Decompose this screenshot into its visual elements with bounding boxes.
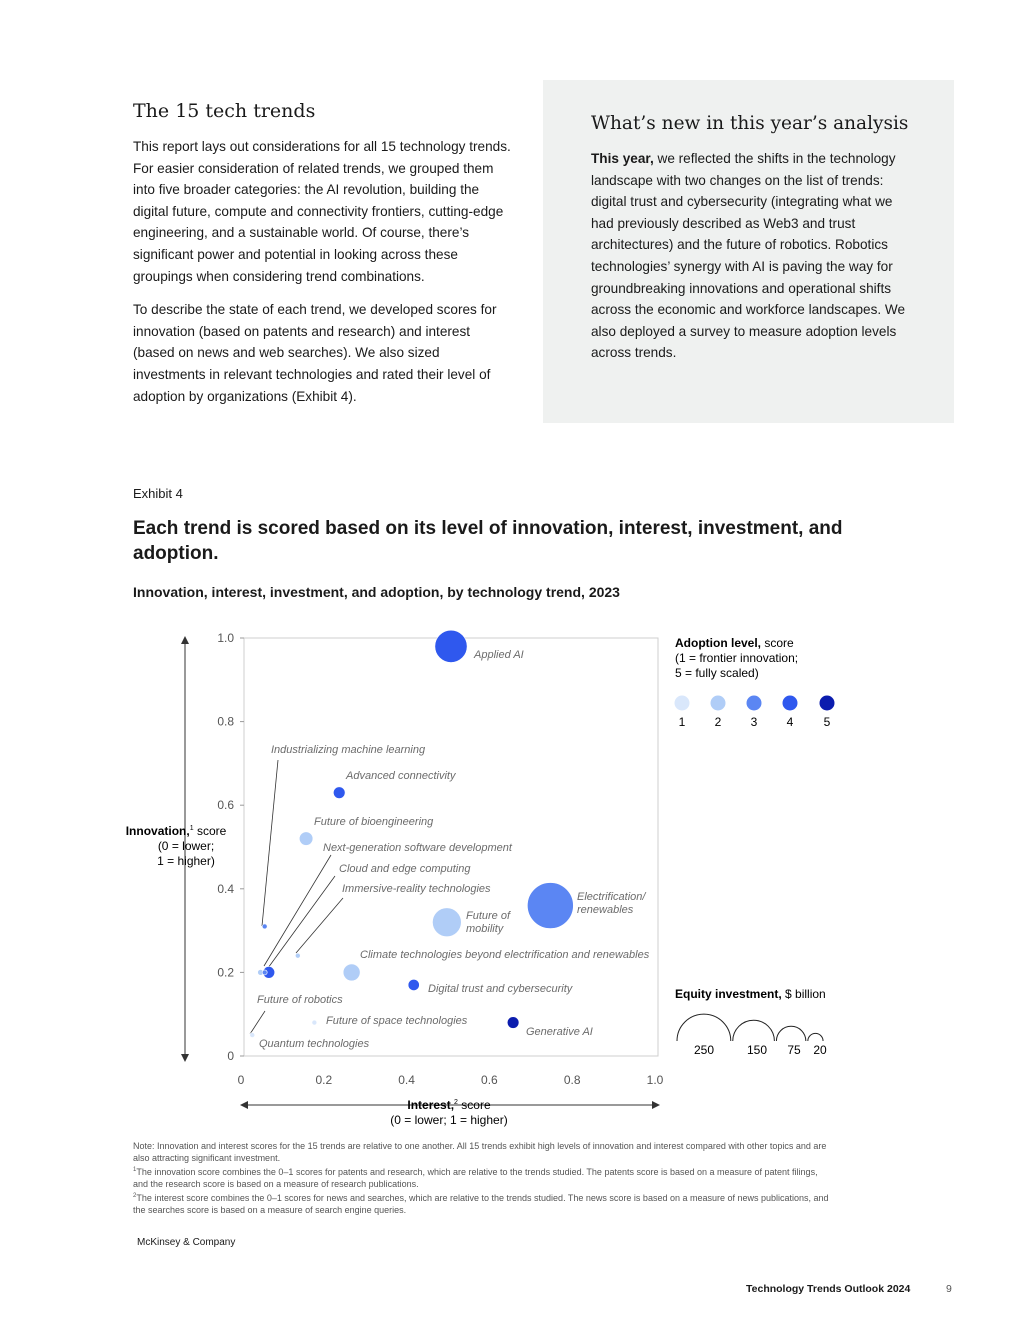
bubble-digital-trust-and-cybersecurity bbox=[408, 979, 419, 990]
point-label: Future of space technologies bbox=[326, 1015, 468, 1027]
bubble-quantum-technologies bbox=[250, 1033, 255, 1038]
point-label: Quantum technologies bbox=[259, 1038, 370, 1050]
x-axis-label: Interest,$^2$ score bbox=[407, 1098, 491, 1112]
sidebar-body: we reflected the shifts in the technology landscape with two changes on the list of trends: digital trust and cybersecurity (integrating what we had previously described as Web3 and trust architectures) and the future of robotics. Robotics technologies’ synergy with AI is paving the way for groundbreaking innovations and operational shifts across the economic and workforce landscapes. We also deployed a survey to measure adoption levels across trends. bbox=[591, 151, 906, 361]
adoption-legend-note-2: 5 = fully scaled) bbox=[675, 666, 759, 680]
y-ticks bbox=[217, 631, 244, 1063]
x-tick-label: 0.2 bbox=[315, 1073, 333, 1087]
point-label: Applied AI bbox=[474, 649, 524, 661]
bubble-future-of-space-technologies bbox=[312, 1020, 317, 1025]
adoption-legend-dot-3 bbox=[747, 696, 762, 711]
investment-legend-label: 150 bbox=[746, 1043, 768, 1057]
adoption-legend-title: Adoption level, score bbox=[675, 636, 794, 650]
adoption-legend-dot-2 bbox=[711, 696, 726, 711]
adoption-legend-dot-1 bbox=[675, 696, 690, 711]
bubble-electrification-renewables bbox=[527, 883, 573, 929]
y-axis-note-2: 1 = higher) bbox=[157, 854, 215, 868]
point-label: Digital trust and cybersecurity bbox=[428, 983, 573, 995]
leader-line bbox=[296, 898, 343, 953]
page-number: 9 bbox=[946, 1283, 952, 1295]
x-tick-label: 0.6 bbox=[481, 1073, 498, 1087]
point-label: Generative AI bbox=[526, 1026, 593, 1038]
point-label: Future of robotics bbox=[257, 994, 343, 1006]
investment-legend-label: 250 bbox=[693, 1043, 715, 1057]
exhibit-subtitle: Innovation, interest, investment, and adoption, by technology trend, 2023 bbox=[133, 584, 620, 600]
point-label: Cloud and edge computing bbox=[339, 863, 471, 875]
x-tick-label: 1.0 bbox=[646, 1073, 664, 1087]
bubble-generative-ai bbox=[507, 1017, 519, 1029]
bubble-industrializing-machine-learning bbox=[262, 924, 267, 929]
y-tick-label: 0.8 bbox=[217, 714, 234, 729]
investment-legend bbox=[677, 1014, 827, 1057]
intro-paragraph-1: This report lays out considerations for all 15 technology trends. For easier consideration of related trends, we grouped them into five broader categories: the AI revolution, building the digital future, compute and connectivity frontiers, cutting-edge engineering, and a sustainable world. Of course, there’s significant power and potential in looking across these groupings when considering trend combinations. bbox=[133, 139, 511, 284]
bubbles bbox=[250, 630, 574, 1037]
point-label: Advanced connectivity bbox=[346, 770, 456, 782]
point-labels bbox=[257, 649, 650, 1050]
investment-legend-arc-75 bbox=[776, 1026, 805, 1041]
intro-paragraph-2: To describe the state of each trend, we developed scores for innovation (based on patents and research) and interest (based on news and web searches). We also sized investments in relevant technologies and rated their level of adoption by organizations (Exhibit 4). bbox=[133, 302, 497, 404]
leader-line bbox=[268, 876, 335, 968]
investment-legend-label: 20 bbox=[813, 1043, 827, 1057]
exhibit-label: Exhibit 4 bbox=[133, 486, 183, 501]
bubble-immersive-reality-technologies bbox=[295, 953, 300, 958]
point-label: Industrializing machine learning bbox=[271, 744, 426, 756]
footnote-1: $^1$The innovation score combines the 0–1 scores for patents and research, which are relative to the trends studied. The patents score is based on a measure of patent filings, and the research score is based on a measure of research publications. bbox=[133, 1167, 818, 1189]
point-label: Immersive-reality technologies bbox=[342, 883, 491, 895]
point-label: Future of bioengineering bbox=[314, 816, 434, 828]
x-ticks bbox=[238, 1073, 664, 1087]
leader-line bbox=[262, 760, 278, 926]
y-tick-label: 0.4 bbox=[217, 881, 234, 896]
footer-title: Technology Trends Outlook 2024 bbox=[746, 1283, 911, 1295]
bubble-next-generation-software-development bbox=[262, 970, 267, 975]
investment-legend-title: Equity investment, $ billion bbox=[675, 987, 826, 1001]
adoption-legend-label: 1 bbox=[678, 715, 686, 729]
x-tick-label: 0.4 bbox=[398, 1073, 415, 1087]
adoption-legend-label: 5 bbox=[823, 715, 831, 729]
y-tick-label: 0.6 bbox=[217, 798, 234, 813]
y-axis-note-1: (0 = lower; bbox=[157, 839, 215, 853]
x-tick-label: 0.8 bbox=[563, 1073, 581, 1087]
leader-line bbox=[250, 1011, 265, 1034]
point-label: Climate technologies beyond electrification and renewables bbox=[360, 949, 650, 961]
adoption-legend-label: 4 bbox=[786, 715, 794, 729]
investment-legend-arc-150 bbox=[733, 1020, 775, 1041]
sidebar-heading: What’s new in this year’s analysis bbox=[591, 113, 909, 134]
footnote-2: $^2$The interest score combines the 0–1 scores for news and searches, which are relative to the trends studied. The news score is based on a measure of news publications, and the searches score is based on a measure of search engine queries. bbox=[133, 1193, 829, 1215]
point-label: Next-generation software development bbox=[323, 842, 512, 854]
exhibit-title: Each trend is scored based on its level of innovation, interest, investment, and adoption. bbox=[133, 518, 843, 564]
adoption-legend-label: 2 bbox=[714, 715, 722, 729]
y-tick-label: 0.2 bbox=[217, 965, 234, 980]
point-label: Electrification/ renewables bbox=[577, 891, 646, 916]
note-text: Note: Innovation and interest scores for the 15 trends are relative to one another. All 15 trends exhibit high levels of innovation and interest compared with other topics and are also attracting significant investment. bbox=[133, 1141, 827, 1163]
adoption-legend-dot-4 bbox=[783, 696, 798, 711]
bubble-advanced-connectivity bbox=[333, 787, 345, 799]
investment-legend-label: 75 bbox=[787, 1043, 801, 1057]
y-axis-label: Innovation,$^1$ score bbox=[125, 824, 227, 838]
bubble-applied-ai bbox=[435, 630, 467, 662]
adoption-legend-dot-5 bbox=[820, 696, 835, 711]
chart-notes bbox=[133, 1140, 833, 1216]
investment-legend-arc-250 bbox=[677, 1014, 731, 1041]
bubble-future-of-mobility bbox=[432, 908, 461, 937]
point-label: Future of mobility bbox=[466, 910, 511, 935]
leader-lines bbox=[250, 760, 343, 1034]
investment-legend-arc-20 bbox=[808, 1033, 823, 1041]
bubble-climate-technologies-beyond-electrification-and-renewables bbox=[343, 964, 360, 981]
x-tick-label: 0 bbox=[237, 1073, 245, 1087]
leader-line bbox=[264, 855, 331, 966]
y-tick-label: 1.0 bbox=[217, 631, 234, 645]
sidebar-lead: This year, bbox=[591, 151, 654, 166]
adoption-legend-note-1: (1 = frontier innovation; bbox=[675, 651, 799, 665]
brand-name: McKinsey & Company bbox=[137, 1237, 236, 1248]
y-tick-label: 0 bbox=[227, 1049, 234, 1063]
section-heading: The 15 tech trends bbox=[133, 100, 316, 122]
x-axis-note: (0 = lower; 1 = higher) bbox=[390, 1113, 508, 1127]
adoption-legend-label: 3 bbox=[750, 715, 758, 729]
bubble-future-of-bioengineering bbox=[299, 832, 313, 846]
adoption-legend bbox=[675, 696, 835, 730]
